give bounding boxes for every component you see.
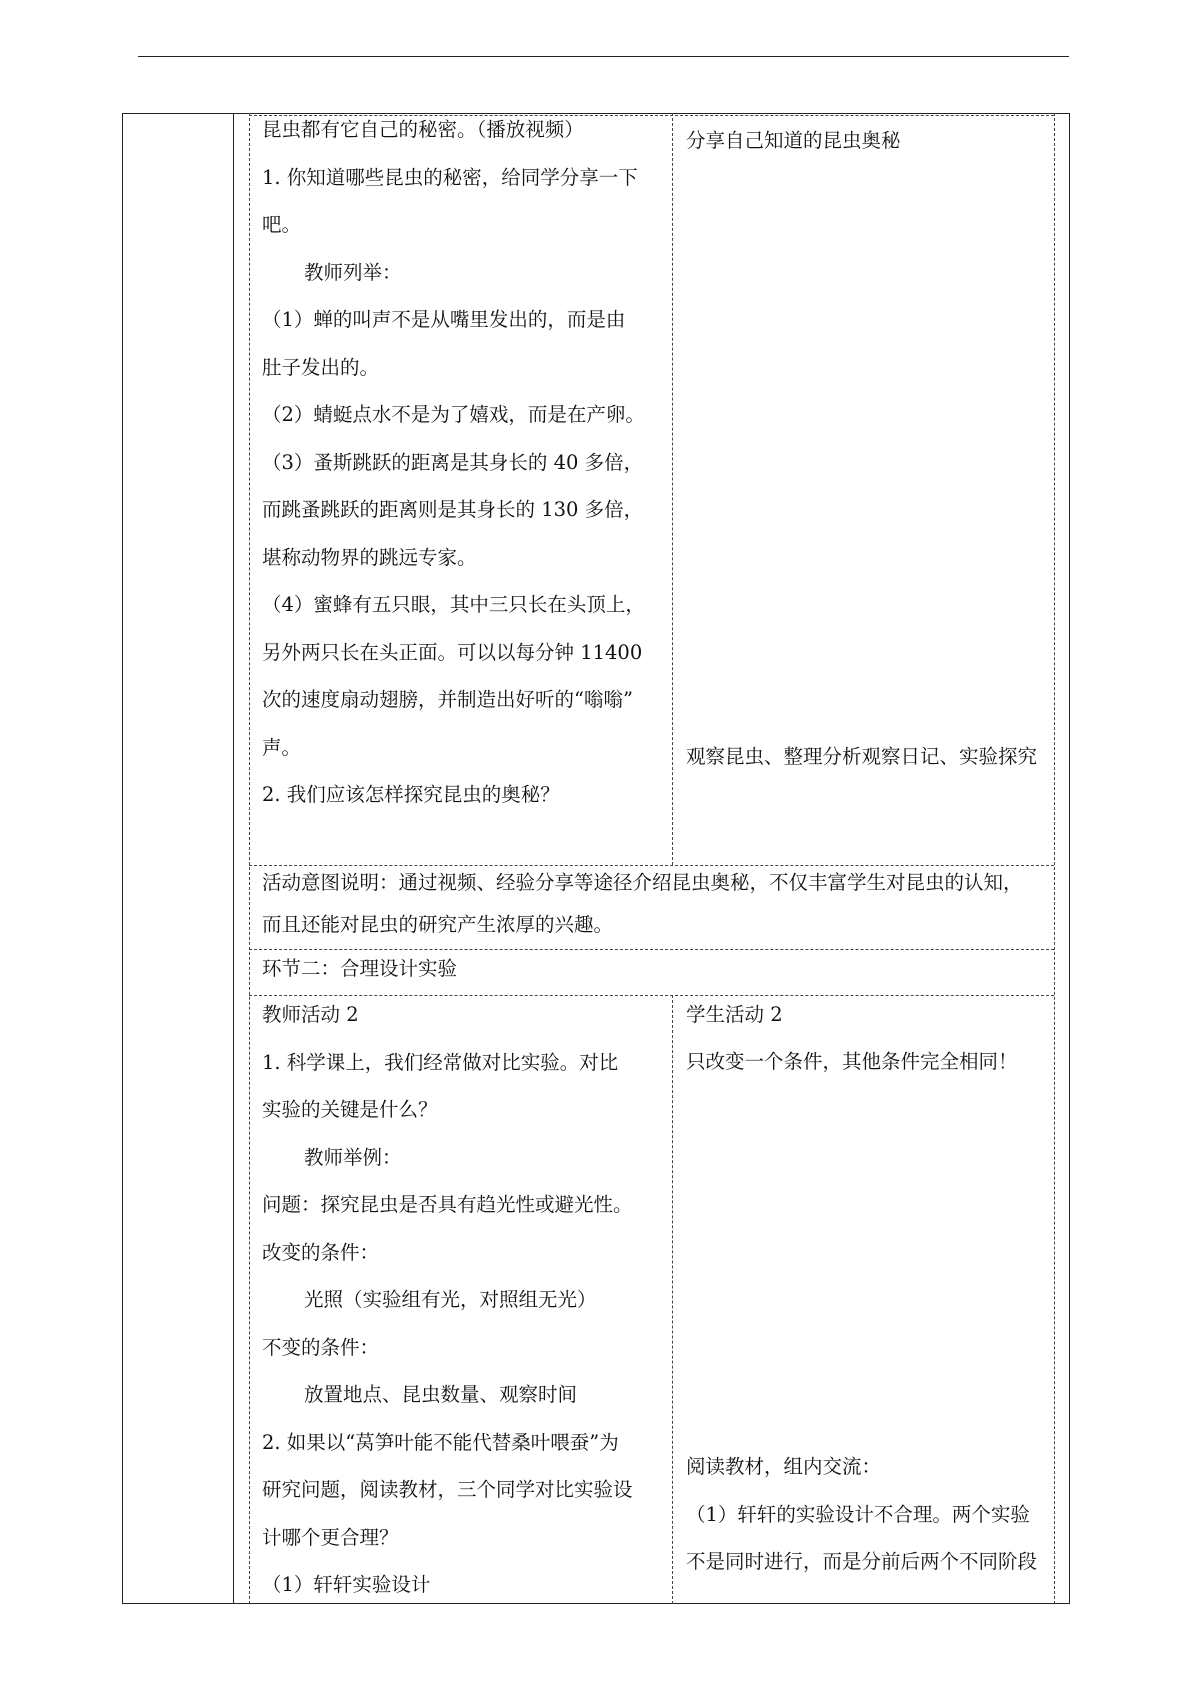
text-line: 2. 我们应该怎样探究昆虫的奥秘？ [262, 783, 560, 806]
text-line: 昆虫都有它自己的秘密。（播放视频） [262, 118, 584, 141]
text-line: 教师活动 2 [262, 1003, 359, 1026]
text-line: 堪称动物界的跳远专家。 [262, 545, 477, 569]
text-line: 改变的条件： [262, 1240, 380, 1264]
text-line: 1. 你知道哪些昆虫的秘密，给同学分享一下 [262, 165, 638, 189]
text-line: 次的速度扇动翅膀，并制造出好听的“嗡嗡” [262, 688, 633, 711]
inner-frame-right [1054, 113, 1055, 1604]
text-line: 教师列举： [304, 260, 402, 284]
text-line: （1）轩轩实验设计 [262, 1573, 431, 1596]
activity-column-divider-2 [672, 995, 673, 1604]
text-line: 另外两只长在头正面。可以以每分钟 11400 [262, 640, 643, 664]
student-activity-2-read: 阅读教材，组内交流： [686, 1455, 882, 1478]
page-header-rule [138, 56, 1069, 57]
text-line: 声。 [262, 735, 302, 759]
text-line: （1）蝉的叫声不是从嘴里发出的，而是由 [262, 308, 626, 331]
student-activity-1-share: 分享自己知道的昆虫奥秘 [686, 129, 901, 152]
intent-note-line-1: 活动意图说明：通过视频、经验分享等途径介绍昆虫奥秘，不仅丰富学生对昆虫的认知， [262, 871, 1023, 894]
text-line: 问题：探究昆虫是否具有趋光性或避光性。 [262, 1193, 633, 1216]
table-column-divider [233, 113, 234, 1604]
text-line: 放置地点、昆虫数量、观察时间 [304, 1383, 578, 1406]
text-line: 1. 科学课上，我们经常做对比实验。对比 [262, 1050, 619, 1074]
activity-column-divider-1 [672, 113, 673, 865]
text-line: 吧。 [262, 213, 302, 236]
section-2-title: 环节二：合理设计实验 [262, 957, 458, 980]
text-line: 教师举例： [304, 1145, 402, 1169]
text-line: 而跳蚤跳跃的距离则是其身长的 130 多倍， [262, 498, 644, 521]
text-line: 2. 如果以“莴笋叶能不能代替桑叶喂蚕”为 [262, 1430, 619, 1454]
student-activity-2-answer-2: 不是同时进行，而是分前后两个不同阶段 [686, 1550, 1038, 1573]
text-line: 肚子发出的。 [262, 355, 380, 379]
text-line: 计哪个更合理？ [262, 1525, 399, 1549]
intent-note-line-2: 而且还能对昆虫的研究产生浓厚的兴趣。 [262, 913, 614, 936]
student-activity-2-answer-1: （1）轩轩的实验设计不合理。两个实验 [686, 1503, 1030, 1526]
text-line: （3）蚤斯跳跃的距离是其身长的 40 多倍， [262, 450, 644, 474]
text-line: （4）蜜蜂有五只眼，其中三只长在头顶上， [262, 593, 645, 616]
student-activity-2-heading: 学生活动 2 [686, 1003, 783, 1026]
text-line: 实验的关键是什么？ [262, 1098, 438, 1121]
student-activity-2-key-point: 只改变一个条件，其他条件完全相同！ [686, 1050, 1018, 1073]
inner-frame-left [249, 113, 250, 1604]
text-line: （2）蜻蜓点水不是为了嬉戏，而是在产卵。 [262, 403, 645, 426]
text-line: 不变的条件： [262, 1335, 380, 1359]
teacher-activity-2 [262, 991, 633, 1609]
teacher-activity-1 [262, 106, 645, 819]
text-line: 光照（实验组有光，对照组无光） [304, 1288, 597, 1311]
text-line: 研究问题，阅读教材，三个同学对比实验设 [262, 1478, 633, 1501]
student-activity-1-methods: 观察昆虫、整理分析观察日记、实验探究 [686, 745, 1038, 768]
